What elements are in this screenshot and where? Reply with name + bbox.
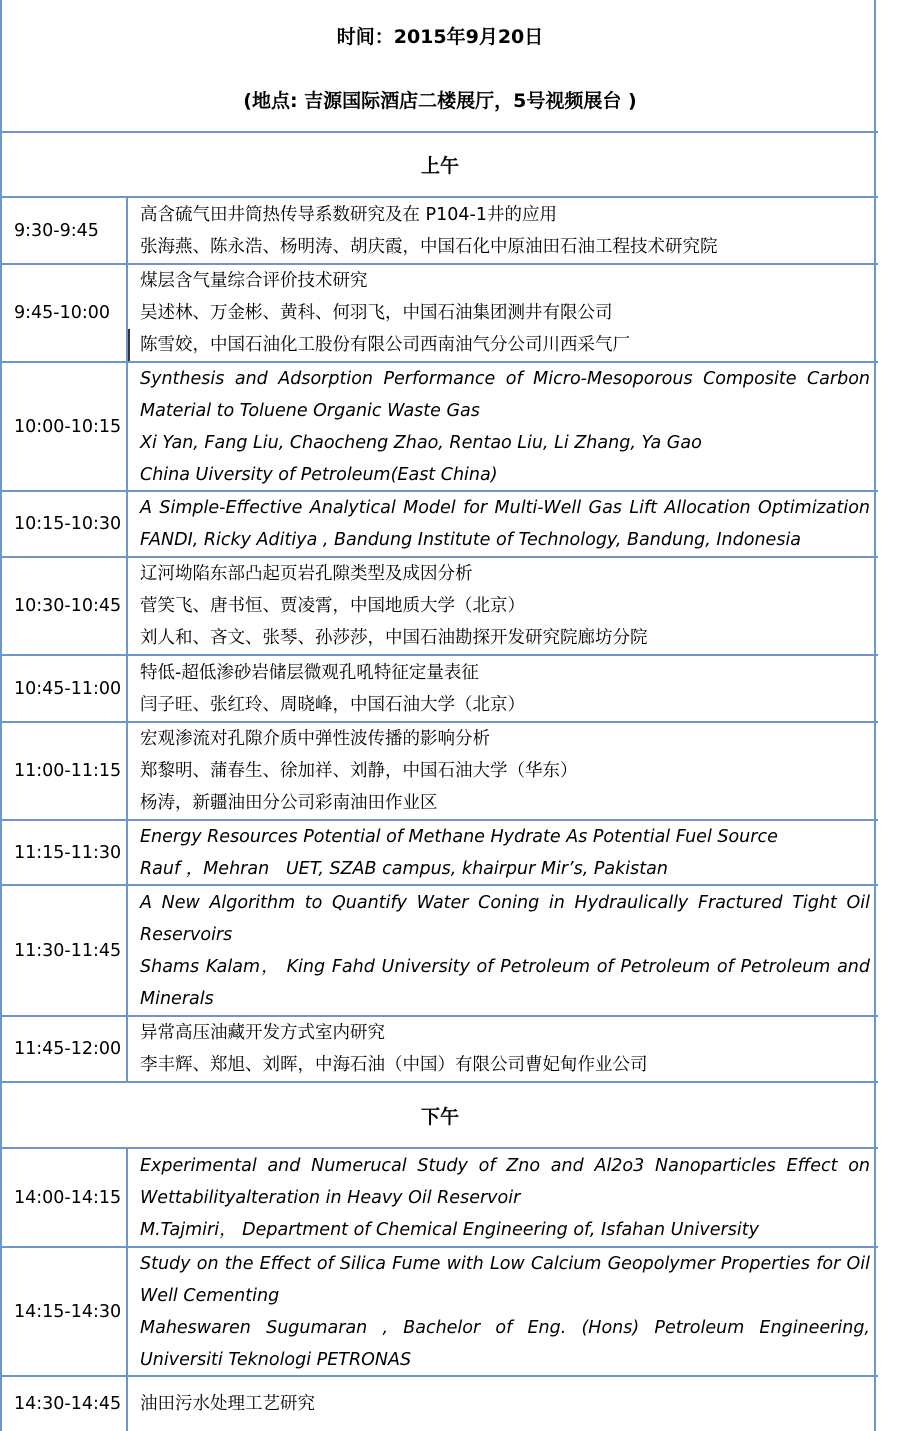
time-cell: 9:45-10:00 bbox=[2, 265, 128, 361]
talk-cell bbox=[140, 558, 870, 654]
talk-title: 辽河坳陷东部凸起页岩孔隙类型及成因分析 bbox=[140, 564, 473, 584]
location-line: (地点: 吉源国际酒店二楼展厅，5号视频展台 ) bbox=[243, 89, 637, 112]
table-row bbox=[2, 819, 878, 884]
time-cell: 14:30-14:45 bbox=[2, 1377, 128, 1431]
talk-title: 高含硫气田井筒热传导系数研究及在 P104-1井的应用 bbox=[140, 204, 557, 225]
talk-title: Study on the Effect of Silica Fume with Low Calcium Geopolymer Properties for Oil bbox=[140, 1253, 870, 1274]
talk-title: 煤层含气量综合评价技术研究 bbox=[140, 271, 368, 291]
talk-title: Synthesis and Adsorption Performance of Micro-Mesoporous Composite Carbon bbox=[140, 368, 870, 389]
talk-title: A Simple-Effective Analytical Model for Multi-Well Gas Lift Allocation Optimization bbox=[140, 498, 870, 518]
table-row bbox=[2, 721, 878, 819]
time-cell: 9:30-9:45 bbox=[2, 198, 128, 263]
talk-affiliation: China Uiversity of Petroleum(East China) bbox=[140, 464, 498, 485]
talk-authors: M.Tajmiri， Department of Chemical Engineering of, Isfahan University bbox=[140, 1219, 759, 1240]
talk-authors: Shams Kalam， King Fahd University of Petroleum of Petroleum of Petroleum and bbox=[140, 956, 870, 977]
time-cell: 10:00-10:15 bbox=[2, 363, 128, 490]
talk-authors: 郑黎明、蒲春生、徐加祥、刘静，中国石油大学（华东） bbox=[140, 761, 578, 781]
time-cell: 11:30-11:45 bbox=[2, 886, 128, 1015]
time-cell: 10:30-10:45 bbox=[2, 558, 128, 654]
time-cell: 11:45-12:00 bbox=[2, 1017, 128, 1081]
table-row bbox=[2, 884, 878, 1015]
talk-cell bbox=[140, 1149, 870, 1246]
talk-title: Wettabilityalteration in Heavy Oil Reservoir bbox=[140, 1187, 521, 1208]
talk-authors: 张海燕、陈永浩、杨明涛、胡庆霞，中国石化中原油田石油工程技术研究院 bbox=[140, 236, 718, 257]
table-row bbox=[2, 1375, 878, 1431]
talk-authors: FANDI, Ricky Aditiya , Bandung Institute of Technology, Bandung, Indonesia bbox=[140, 530, 802, 550]
talk-authors: Maheswaren Sugumaran , Bachelor of Eng. (Hons) Petroleum Engineering, bbox=[140, 1317, 870, 1338]
talk-title: Reservoirs bbox=[140, 924, 233, 945]
talk-authors: 闫子旺、张红玲、周晓峰，中国石油大学（北京） bbox=[140, 694, 525, 715]
table-row bbox=[2, 361, 878, 490]
time-cell: 11:00-11:15 bbox=[2, 723, 128, 819]
talk-title: Material to Toluene Organic Waste Gas bbox=[140, 400, 480, 421]
time-cell: 11:15-11:30 bbox=[2, 821, 128, 884]
talk-cell bbox=[140, 1248, 870, 1375]
talk-authors: 菅笑飞、唐书恒、贾凌霄，中国地质大学（北京） bbox=[140, 596, 525, 616]
talk-authors: Xi Yan, Fang Liu, Chaocheng Zhao, Rentao Liu, Li Zhang, Ya Gao bbox=[140, 432, 702, 453]
talk-authors: 吴述林、万金彬、黄科、何羽飞，中国石油集团测井有限公司 bbox=[140, 303, 613, 323]
talk-authors: 李丰辉、郑旭、刘晖，中海石油（中国）有限公司曹妃甸作业公司 bbox=[140, 1055, 648, 1075]
table-row bbox=[2, 490, 878, 556]
table-row bbox=[2, 654, 878, 721]
talk-affiliation: Minerals bbox=[140, 988, 214, 1009]
talk-cell bbox=[140, 886, 870, 1015]
talk-cell bbox=[140, 198, 870, 263]
table-row bbox=[2, 196, 878, 263]
talk-title: Experimental and Numerucal Study of Zno and Al2o3 Nanoparticles Effect on bbox=[140, 1155, 870, 1176]
time-cell: 10:15-10:30 bbox=[2, 492, 128, 556]
talk-cell bbox=[140, 1377, 870, 1431]
time-cell: 14:00-14:15 bbox=[2, 1149, 128, 1246]
talk-cell bbox=[140, 723, 870, 819]
section-title-afternoon: 下午 bbox=[2, 1081, 878, 1147]
talk-authors: 陈雪姣，中国石油化工股份有限公司西南油气分公司川西采气厂 bbox=[128, 329, 870, 361]
talk-authors: Rauf ，Mehran UET, SZAB campus, khairpur Mir’s, Pakistan bbox=[140, 858, 668, 879]
talk-title: A New Algorithm to Quantify Water Coning in Hydraulically Fractured Tight Oil bbox=[140, 892, 870, 913]
talk-title: 特低-超低渗砂岩储层微观孔吼特征定量表征 bbox=[140, 662, 479, 683]
talk-cell bbox=[140, 1017, 870, 1081]
time-cell: 14:15-14:30 bbox=[2, 1248, 128, 1375]
talk-authors: 杨涛，新疆油田分公司彩南油田作业区 bbox=[140, 793, 438, 813]
section-title-morning: 上午 bbox=[2, 131, 878, 196]
talk-cell bbox=[140, 821, 870, 884]
talk-authors: 刘人和、吝文、张琴、孙莎莎，中国石油勘探开发研究院廊坊分院 bbox=[140, 628, 648, 648]
talk-affiliation: Universiti Teknologi PETRONAS bbox=[140, 1349, 412, 1370]
table-row bbox=[2, 1147, 878, 1246]
talk-title: 油田污水处理工艺研究 bbox=[140, 1394, 315, 1414]
table-row bbox=[2, 263, 878, 361]
talk-title: Well Cementing bbox=[140, 1285, 280, 1306]
talk-cell bbox=[140, 656, 870, 721]
talk-cell bbox=[140, 492, 870, 556]
talk-cell bbox=[140, 265, 870, 361]
talk-title: Energy Resources Potential of Methane Hydrate As Potential Fuel Source bbox=[140, 826, 778, 847]
talk-cell bbox=[140, 363, 870, 490]
time-cell: 10:45-11:00 bbox=[2, 656, 128, 721]
table-row bbox=[2, 1246, 878, 1375]
table-row bbox=[2, 556, 878, 654]
talk-title: 异常高压油藏开发方式室内研究 bbox=[140, 1023, 385, 1043]
table-row bbox=[2, 1015, 878, 1081]
date-line: 时间：2015年9月20日 bbox=[336, 25, 544, 48]
talk-title: 宏观渗流对孔隙介质中弹性波传播的影响分析 bbox=[140, 729, 490, 749]
